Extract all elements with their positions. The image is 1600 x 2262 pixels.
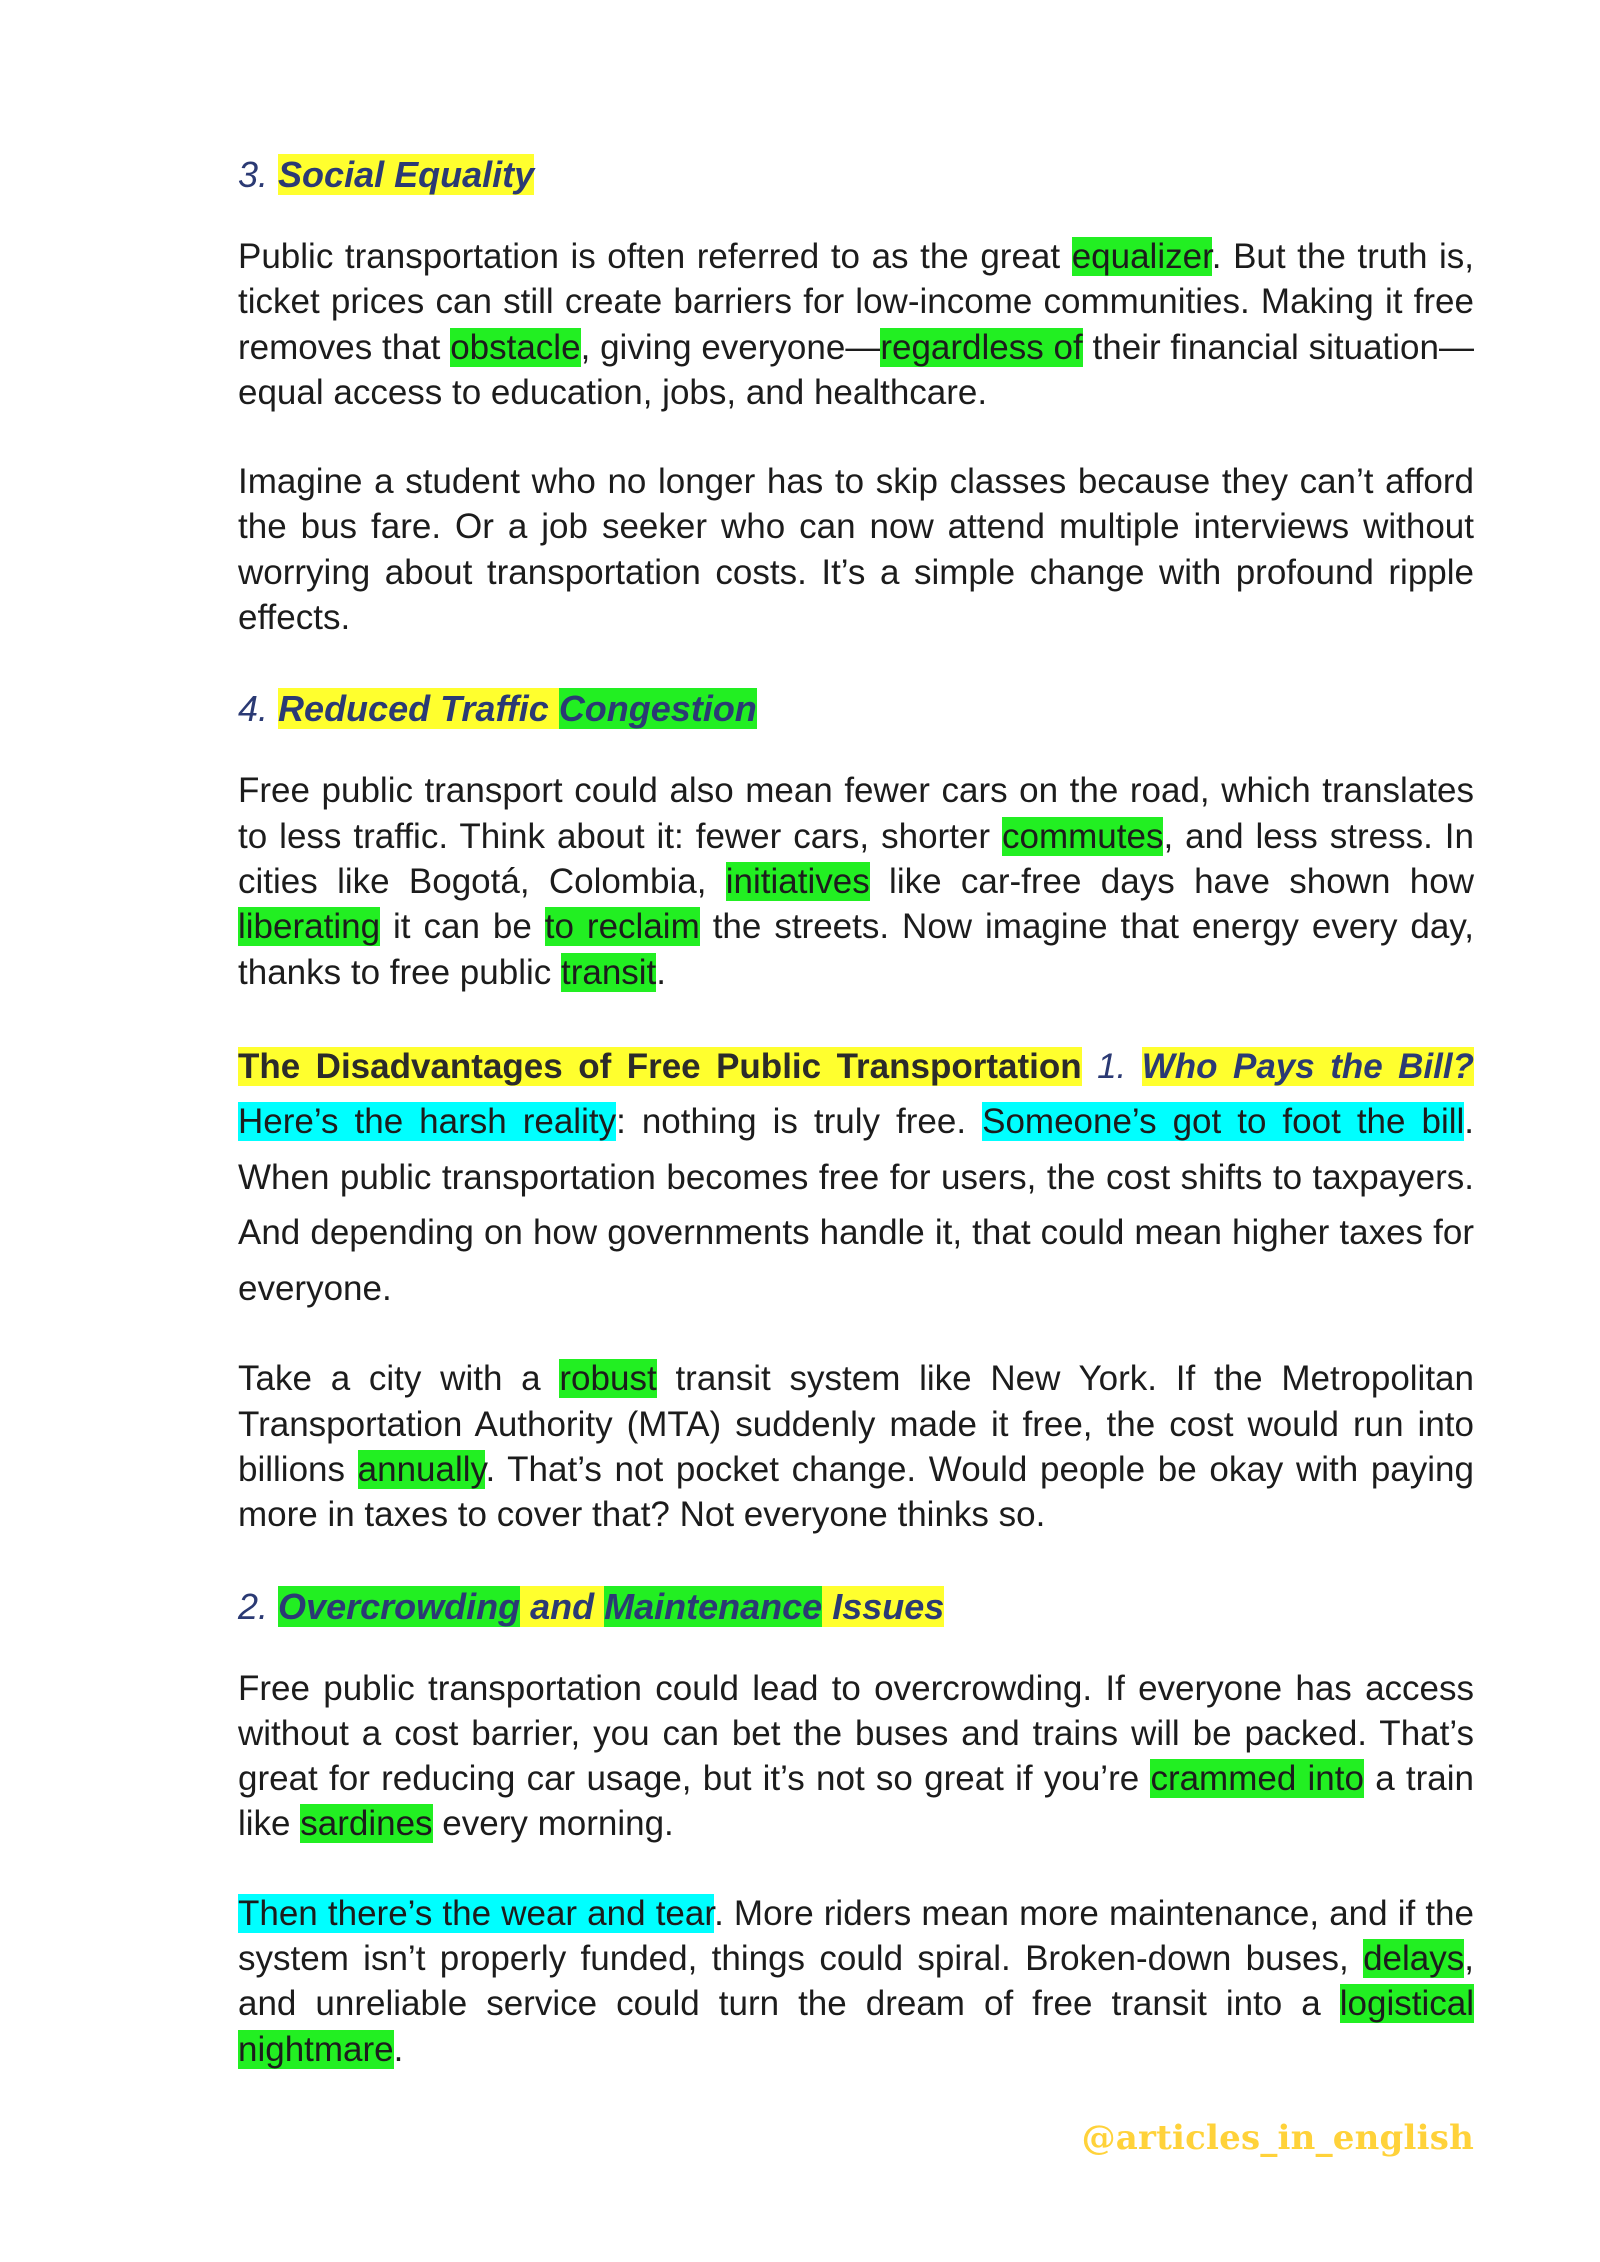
- highlighted-phrase: Then there’s the wear and tear: [238, 1893, 715, 1933]
- highlighted-word: transit: [560, 952, 657, 992]
- highlighted-word: robust: [559, 1359, 657, 1399]
- section-number: 3.: [238, 154, 269, 195]
- paragraph: Free public transport could also mean fewer cars on the road, which translates to less traffic. Think about it: fewer cars, shorter commutes, and less stress. In cities like Bogotá, Colombia, initiatives like car-free days have shown how liberating it can be to reclaim the streets. Now imagine that energy every day, thanks to free public transit.: [238, 771, 1474, 992]
- section-heading-overcrowding: [238, 1582, 1474, 1632]
- highlighted-word: logistical nightmare: [238, 1984, 1474, 2069]
- section-title-part: and: [520, 1585, 605, 1627]
- section-number: 2.: [238, 1585, 269, 1627]
- highlighted-word: delays: [1363, 1939, 1465, 1979]
- disadvantages-title: The Disadvantages of Free Public Transportation: [238, 1046, 1082, 1086]
- section-title: Social Equality: [278, 154, 535, 195]
- highlighted-word: initiatives: [725, 861, 870, 901]
- paragraph: Free public transportation could lead to overcrowding. If everyone has access without a cost barrier, you can bet the buses and trains will be packed. That’s great for reducing car usage, but it’s not so great if you’re crammed into a train like sardines every morning.: [238, 1668, 1474, 1844]
- section-title-part: Maintenance: [604, 1585, 823, 1627]
- highlighted-word: liberating: [238, 907, 381, 947]
- highlighted-word: obstacle: [450, 327, 581, 367]
- paragraph: Imagine a student who no longer has to skip classes because they can’t afford the bus fare. Or a job seeker who can now attend multiple interviews without worrying about transportation costs. It’s a simple change with profound ripple effects.: [238, 462, 1474, 638]
- highlighted-word: commutes: [1002, 816, 1164, 856]
- highlighted-phrase: Here’s the harsh reality: [238, 1102, 617, 1142]
- article-page: [238, 150, 1474, 2116]
- subsection-number: 1.: [1097, 1046, 1127, 1086]
- highlighted-word: to reclaim: [544, 907, 700, 947]
- disadvantages-paragraph: The Disadvantages of Free Public Transportation 1. Who Pays the Bill? Here’s the harsh reality: nothing is truly free. Someone’s got to foot the bill. When public transportation becomes free for users, the cost shifts to taxpayers. And depending on how governments handle it, that could mean higher taxes for everyone.: [238, 1046, 1475, 1308]
- section-heading-social-equality: [238, 150, 1474, 200]
- section-title-part: Issues: [822, 1585, 945, 1627]
- highlighted-word: equalizer: [1071, 237, 1212, 276]
- highlighted-word: crammed into: [1150, 1759, 1364, 1799]
- highlighted-word: annually: [357, 1449, 486, 1489]
- section-title-part: Reduced Traffic: [278, 688, 559, 730]
- highlighted-word: regardless of: [880, 327, 1083, 367]
- section-heading-reduced-traffic: [238, 684, 1474, 734]
- section-title-part: Overcrowding: [278, 1585, 521, 1627]
- paragraph: Take a city with a robust transit system like New York. If the Metropolitan Transportation Authority (MTA) suddenly made it free, the cost would run into billions annually. That’s not pocket change. Would people be okay with paying more in taxes to cover that? Not everyone thinks so.: [238, 1359, 1474, 1535]
- subsection-title: Who Pays the Bill?: [1141, 1046, 1474, 1086]
- highlighted-phrase: Someone’s got to foot the bill: [982, 1102, 1465, 1142]
- paragraph: Public transportation is often referred to as the great equalizer. But the truth is, ticket prices can still create barriers for low-income communities. Making it free removes that obstacle, giving everyone—regardless of their financial situation—equal access to education, jobs, and healthcare.: [238, 237, 1475, 412]
- paragraph: Then there’s the wear and tear. More riders mean more maintenance, and if the system isn’t properly funded, things could spiral. Broken-down buses, delays, and unreliable service could turn the dream of free transit into a logistical nightmare.: [238, 1893, 1474, 2069]
- section-title-part: Congestion: [558, 688, 757, 730]
- section-number: 4.: [238, 688, 269, 730]
- watermark-handle: @articles_in_english: [1081, 2118, 1474, 2158]
- highlighted-word: sardines: [300, 1804, 433, 1844]
